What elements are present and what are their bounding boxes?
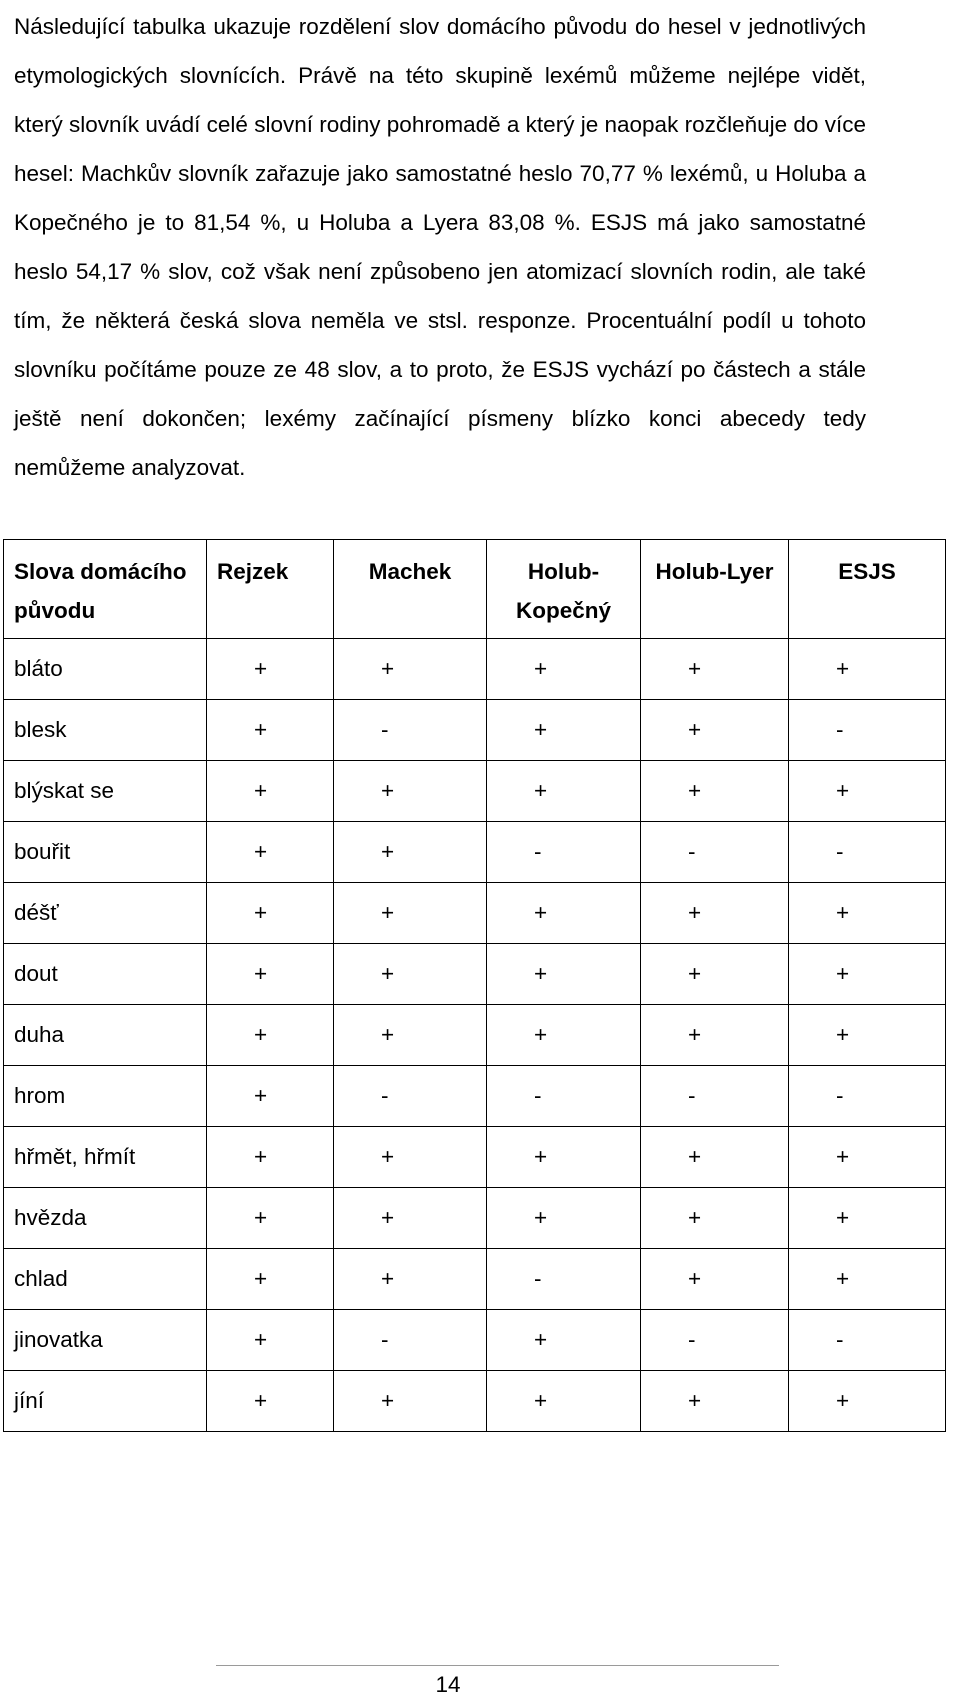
mark-cell-esjs: +: [789, 1127, 946, 1188]
mark-cell-rejzek: +: [207, 883, 334, 944]
mark-cell-machek: +: [334, 1371, 487, 1432]
word-cell: blesk: [4, 700, 207, 761]
body-paragraph: Následující tabulka ukazuje rozdělení slov domácího původu do hesel v jednotlivých etymologických slovnících. Právě na této skupině lexémů můžeme nejlépe vidět, který slovník uvádí celé slovní rodiny pohromadě a který je naopak rozčleňuje do více hesel: Machkův slovník zařazuje jako samostatné heslo 70,77 % lexémů, u Holuba a Kopečného je to 81,54 %, u Holuba a Lyera 83,08 %. ESJS má jako samostatné heslo 54,17 % slov, což však není způsobeno jen atomizací slovních rodin, ale také tím, že některá česká slova neměla ve stsl. responze. Procentuální podíl u tohoto slovníku počítáme pouze ze 48 slov, a to proto, že ESJS vychází po částech a stále ještě není dokončen; lexémy začínající písmeny blízko konci abecedy tedy nemůžeme analyzovat.: [14, 14, 866, 480]
mark-cell-machek: +: [334, 944, 487, 1005]
table-row: [4, 639, 946, 700]
header-machek: Machek: [334, 540, 487, 639]
mark-cell-esjs: -: [789, 1066, 946, 1127]
mark-cell-rejzek: +: [207, 700, 334, 761]
table-row: [4, 822, 946, 883]
mark-cell-machek: -: [334, 1066, 487, 1127]
word-cell: chlad: [4, 1249, 207, 1310]
table-row: [4, 700, 946, 761]
mark-cell-rejzek: +: [207, 1005, 334, 1066]
mark-cell-esjs: +: [789, 1249, 946, 1310]
mark-cell-esjs: -: [789, 822, 946, 883]
mark-cell-lyer: +: [641, 1188, 789, 1249]
word-cell: bláto: [4, 639, 207, 700]
mark-cell-lyer: -: [641, 1310, 789, 1371]
header-holub-kopecny: Holub-Kopečný: [487, 540, 641, 639]
header-holub-lyer: Holub-Lyer: [641, 540, 789, 639]
mark-cell-kopecny: +: [487, 761, 641, 822]
mark-cell-machek: +: [334, 1005, 487, 1066]
mark-cell-kopecny: +: [487, 1005, 641, 1066]
word-cell: bouřit: [4, 822, 207, 883]
mark-cell-esjs: +: [789, 1005, 946, 1066]
mark-cell-rejzek: +: [207, 1249, 334, 1310]
mark-cell-lyer: -: [641, 822, 789, 883]
table-header-row: [4, 540, 946, 639]
table-row: [4, 944, 946, 1005]
table-row: [4, 1310, 946, 1371]
document-page: [14, 0, 866, 492]
mark-cell-lyer: -: [641, 1066, 789, 1127]
mark-cell-kopecny: +: [487, 700, 641, 761]
mark-cell-machek: +: [334, 639, 487, 700]
mark-cell-kopecny: -: [487, 1249, 641, 1310]
mark-cell-machek: -: [334, 1310, 487, 1371]
mark-cell-lyer: +: [641, 944, 789, 1005]
mark-cell-lyer: +: [641, 1127, 789, 1188]
page-number: 14: [435, 1672, 461, 1697]
mark-cell-kopecny: +: [487, 639, 641, 700]
word-cell: hrom: [4, 1066, 207, 1127]
table-row: [4, 761, 946, 822]
mark-cell-esjs: -: [789, 1310, 946, 1371]
mark-cell-lyer: +: [641, 1249, 789, 1310]
mark-cell-lyer: +: [641, 1005, 789, 1066]
mark-cell-machek: -: [334, 700, 487, 761]
table-row: [4, 1127, 946, 1188]
mark-cell-lyer: +: [641, 700, 789, 761]
table-row: [4, 883, 946, 944]
mark-cell-rejzek: +: [207, 1371, 334, 1432]
word-cell: jinovatka: [4, 1310, 207, 1371]
word-cell: blýskat se: [4, 761, 207, 822]
mark-cell-rejzek: +: [207, 1127, 334, 1188]
mark-cell-esjs: +: [789, 1371, 946, 1432]
mark-cell-kopecny: +: [487, 1127, 641, 1188]
mark-cell-esjs: +: [789, 761, 946, 822]
mark-cell-rejzek: +: [207, 944, 334, 1005]
word-cell: duha: [4, 1005, 207, 1066]
table-row: [4, 1188, 946, 1249]
mark-cell-machek: +: [334, 761, 487, 822]
mark-cell-lyer: +: [641, 1371, 789, 1432]
mark-cell-lyer: +: [641, 639, 789, 700]
mark-cell-rejzek: +: [207, 822, 334, 883]
table-body: [4, 639, 946, 1432]
mark-cell-machek: +: [334, 1188, 487, 1249]
mark-cell-lyer: +: [641, 761, 789, 822]
mark-cell-rejzek: +: [207, 639, 334, 700]
mark-cell-machek: +: [334, 822, 487, 883]
word-cell: jíní: [4, 1371, 207, 1432]
mark-cell-lyer: +: [641, 883, 789, 944]
mark-cell-kopecny: +: [487, 1371, 641, 1432]
word-cell: déšť: [4, 883, 207, 944]
mark-cell-machek: +: [334, 1127, 487, 1188]
mark-cell-kopecny: +: [487, 1188, 641, 1249]
mark-cell-rejzek: +: [207, 1310, 334, 1371]
table-row: [4, 1005, 946, 1066]
mark-cell-kopecny: +: [487, 1310, 641, 1371]
table-row: [4, 1249, 946, 1310]
mark-cell-machek: +: [334, 883, 487, 944]
word-cell: hřmět, hřmít: [4, 1127, 207, 1188]
mark-cell-esjs: -: [789, 700, 946, 761]
table-row: [4, 1066, 946, 1127]
table-row: [4, 1371, 946, 1432]
mark-cell-machek: +: [334, 1249, 487, 1310]
mark-cell-esjs: +: [789, 944, 946, 1005]
mark-cell-kopecny: -: [487, 822, 641, 883]
etymology-table: [3, 539, 946, 1432]
mark-cell-kopecny: -: [487, 1066, 641, 1127]
mark-cell-kopecny: +: [487, 944, 641, 1005]
mark-cell-rejzek: +: [207, 761, 334, 822]
header-words: Slova domácího původu: [4, 540, 207, 639]
mark-cell-esjs: +: [789, 639, 946, 700]
header-esjs: ESJS: [789, 540, 946, 639]
mark-cell-kopecny: +: [487, 883, 641, 944]
mark-cell-rejzek: +: [207, 1188, 334, 1249]
mark-cell-rejzek: +: [207, 1066, 334, 1127]
header-rejzek: Rejzek: [207, 540, 334, 639]
word-cell: dout: [4, 944, 207, 1005]
footer-separator: [216, 1665, 779, 1666]
mark-cell-esjs: +: [789, 883, 946, 944]
word-cell: hvězda: [4, 1188, 207, 1249]
mark-cell-esjs: +: [789, 1188, 946, 1249]
